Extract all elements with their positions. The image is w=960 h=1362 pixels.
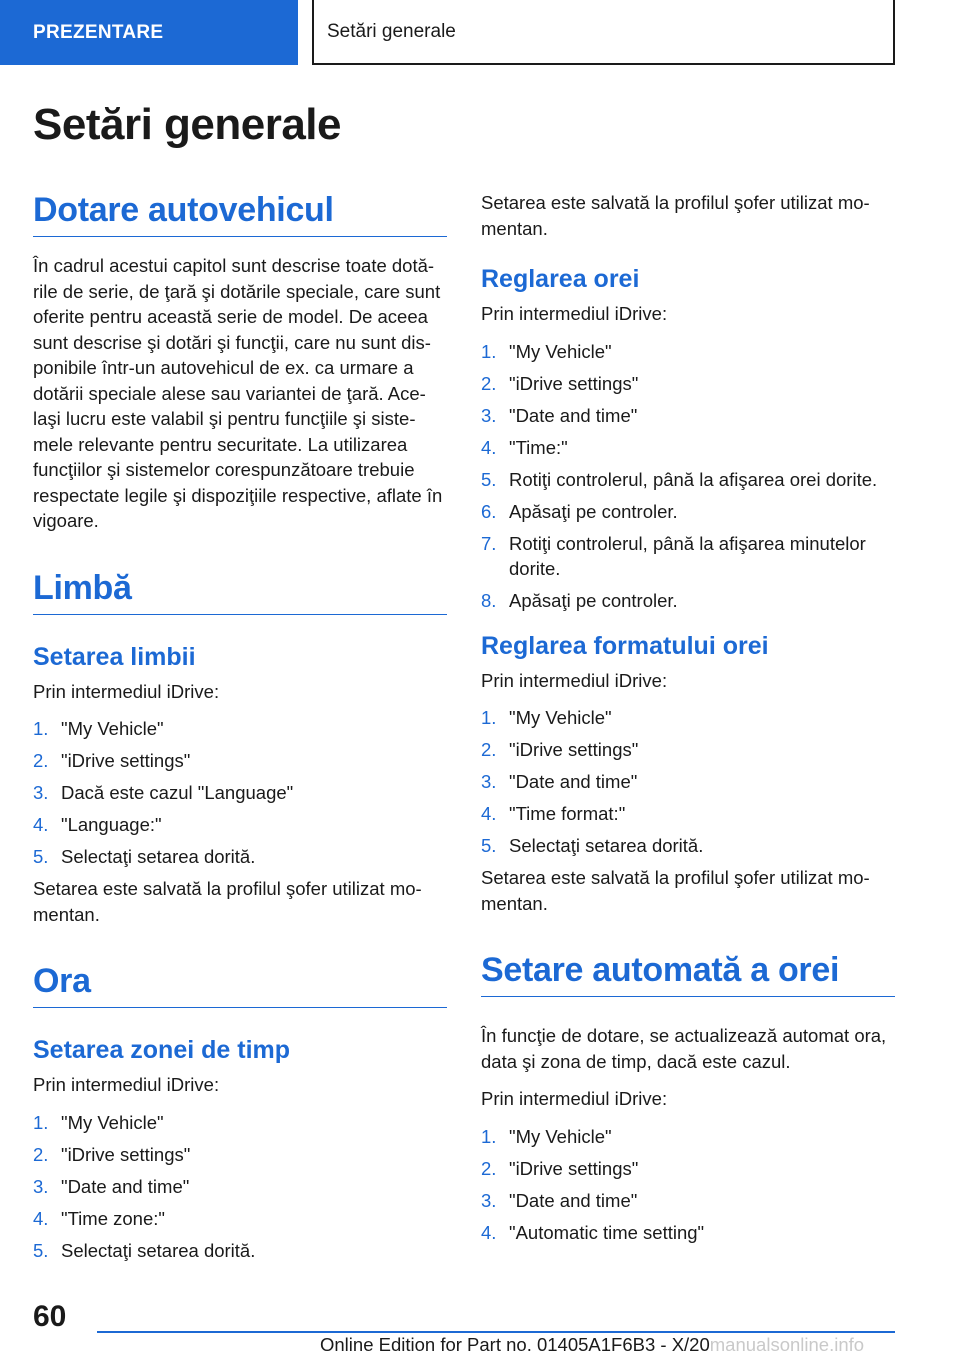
heading-limba: Limbă — [33, 568, 447, 615]
list-item: 1. "My Vehicle" — [33, 1111, 164, 1133]
dotare-text: În cadrul acestui capitol sunt descrise toate dotă-rile de serie, de ţară şi dotările speciale, care sunt oferite pentru această serie de model. De aceea sunt descrise şi dotări şi funcţii, care nu sunt dis-ponibile într-un autovehicul de ex. ca urmare a dotării speciale alese sau variantei de ţară. Ace-laşi lucru este valabil şi pentru funcţiile şi siste-mele relevante pentru securitate. La utilizarea funcţiilor şi sistemelor corespunzătoare trebuie respectate legile şi dispoziţiile respective, aflate în vigoare. — [33, 255, 443, 531]
page-title: Setări generale — [33, 100, 341, 149]
ora-intro: Prin intermediul iDrive: — [33, 1074, 220, 1095]
list-item: 2. "iDrive settings" — [481, 739, 639, 760]
left-column — [33, 190, 447, 1270]
edition-text: Online Edition for Part no. 01405A1F6B3 - X/20 — [320, 1334, 710, 1355]
list-item: 3. "Date and time" — [481, 771, 638, 792]
top-note: Setarea este salvată la profilul şofer utilizat mo-mentan. — [481, 192, 870, 239]
list-item: 2. "iDrive settings" — [481, 1157, 639, 1179]
list-item: 5. Rotiţi controlerul, până la afişarea orei dorite. — [481, 468, 878, 490]
heading-ora: Ora — [33, 961, 447, 1008]
list-item: 6. Apăsaţi pe controler. — [481, 500, 678, 522]
list-item: 2. "iDrive settings" — [33, 750, 191, 771]
list-item: 4. "Time format:" — [481, 803, 626, 824]
limba-steps — [33, 716, 447, 869]
chapter-tab[interactable]: Setări generale — [312, 0, 895, 65]
watermark: manualsonline.info — [709, 1334, 865, 1355]
list-item: 5. Selectaţi setarea dorită. — [33, 846, 256, 867]
section-tab[interactable]: PREZENTARE — [0, 0, 298, 65]
list-item: 3. Dacă este cazul "Language" — [33, 782, 294, 803]
list-item: 4. "Time zone:" — [33, 1207, 165, 1229]
list-item: 3. "Date and time" — [481, 1189, 638, 1211]
subheading-format-ora: Reglarea formatului orei — [481, 631, 769, 660]
subheading-zona-timp: Setarea zonei de timp — [33, 1036, 291, 1064]
subheading-setarea-limbii: Setarea limbii — [33, 642, 196, 671]
list-item: 5. Selectaţi setarea dorită. — [33, 1239, 256, 1261]
list-item: 1. "My Vehicle" — [481, 707, 612, 728]
list-item: 1. "My Vehicle" — [481, 340, 612, 362]
list-item: 1. "My Vehicle" — [33, 718, 164, 739]
right-column — [481, 190, 895, 1252]
list-item: 1. "My Vehicle" — [481, 1125, 612, 1147]
list-item: 2. "iDrive settings" — [481, 372, 639, 394]
format-note: Setarea este salvată la profilul şofer utilizat mo-mentan. — [481, 867, 870, 914]
format-steps — [481, 705, 895, 858]
list-item: 3. "Date and time" — [481, 404, 638, 426]
footer-divider — [97, 1331, 895, 1333]
setare-automata-intro: Prin intermediul iDrive: — [481, 1088, 668, 1109]
list-item: 4. "Automatic time setting" — [481, 1221, 705, 1243]
reglarea-orei-intro: Prin intermediul iDrive: — [481, 303, 668, 324]
list-item: 2. "iDrive settings" — [33, 1143, 191, 1165]
setare-automata-text: În funcţie de dotare, se actualizează automat ora, data şi zona de timp, dacă este cazul. — [481, 1025, 887, 1072]
ora-steps — [33, 1110, 447, 1263]
list-item: 4. "Language:" — [33, 814, 162, 835]
list-item: 4. "Time:" — [481, 436, 568, 458]
setare-automata-steps — [481, 1124, 895, 1245]
list-item: 5. Selectaţi setarea dorită. — [481, 835, 704, 856]
list-item: 7. Rotiţi controlerul, până la afişarea minutelor dorite. — [481, 532, 866, 579]
format-intro: Prin intermediul iDrive: — [481, 669, 668, 691]
limba-note: Setarea este salvată la profilul şofer utilizat mo-mentan. — [33, 878, 422, 925]
footer-edition — [320, 1334, 864, 1356]
limba-intro: Prin intermediul iDrive: — [33, 680, 220, 702]
heading-dotare: Dotare autovehicul — [33, 190, 447, 237]
reglarea-orei-steps — [481, 339, 895, 613]
list-item: 8. Apăsaţi pe controler. — [481, 589, 678, 611]
page-number: 60 — [33, 1300, 67, 1333]
subheading-reglarea-orei: Reglarea orei — [481, 265, 640, 293]
list-item: 3. "Date and time" — [33, 1175, 190, 1197]
heading-setare-automata: Setare automată a orei — [481, 950, 895, 997]
